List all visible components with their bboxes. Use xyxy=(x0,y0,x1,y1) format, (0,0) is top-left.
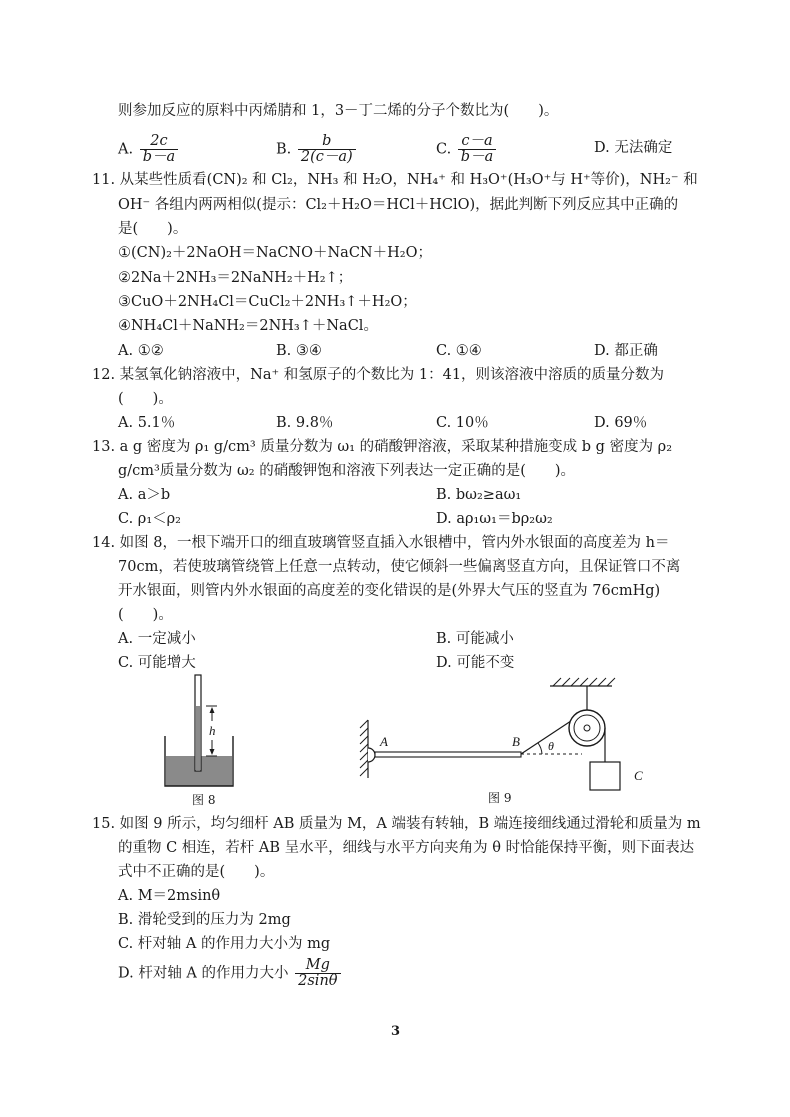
height-arrow-head-up xyxy=(210,707,215,713)
q14-option-a: A. 一定减小 xyxy=(118,631,196,647)
figure-9-caption: 图 9 xyxy=(488,791,512,805)
q11-reaction-4: ④NH₄Cl＋NaNH₂＝2NH₃↑＋NaCl。 xyxy=(118,318,378,334)
q14-option-b: B. 可能减小 xyxy=(436,631,514,647)
q12-stem-line-2: ( )。 xyxy=(118,391,173,407)
q13-option-c: C. ρ₁＜ρ₂ xyxy=(118,511,181,527)
q15-option-d xyxy=(118,958,343,989)
q11-reaction-3: ③CuO＋2NH₄Cl＝CuCl₂＋2NH₃↑＋H₂O； xyxy=(118,294,417,310)
q10-option-c xyxy=(436,134,498,165)
q10-option-a-fraction xyxy=(140,134,178,165)
q10-option-d: D. 无法确定 xyxy=(594,140,673,156)
height-label: h xyxy=(209,723,216,738)
q11-option-c: C. ①④ xyxy=(436,343,482,359)
q15-stem-line-3: 式中不正确的是( )。 xyxy=(118,864,275,880)
q11-option-b: B. ③④ xyxy=(276,343,322,359)
q14-option-d: D. 可能不变 xyxy=(436,655,515,671)
wall-hatching xyxy=(360,720,368,776)
figure-8-diagram xyxy=(155,672,255,792)
q14-stem-line-4: ( )。 xyxy=(118,607,173,623)
q10-option-b-fraction xyxy=(298,134,356,165)
hinge-a xyxy=(368,748,375,762)
q11-reaction-2: ②2Na＋2NH₃＝2NaNH₂＋H₂↑； xyxy=(118,270,353,286)
q10-c-numerator: c－a xyxy=(461,133,493,149)
q10-a-numerator: 2c xyxy=(150,133,168,149)
pulley-axle xyxy=(584,725,590,731)
q15-stem-line-1: 15. 如图 9 所示，均匀细杆 AB 质量为 M，A 端装有转轴，B 端连接细线通过滑轮和质量为 m xyxy=(92,816,701,832)
q10-a-denominator: b－a xyxy=(140,149,178,165)
q15-option-d-fraction xyxy=(295,958,340,989)
q11-option-d: D. 都正确 xyxy=(594,343,658,359)
label-b: B xyxy=(512,734,520,749)
q10-option-b-prefix: B. xyxy=(276,141,292,158)
q13-stem-line-1: 13. a g 密度为 ρ₁ g/cm³ 质量分数为 ω₁ 的硝酸钾溶液，采取某种措施变成 b g 密度为 ρ₂ xyxy=(92,439,673,455)
q11-stem-line-3: 是( )。 xyxy=(118,221,188,237)
angle-arc xyxy=(538,743,542,754)
q11-stem-line-2: OH⁻ 各组内两两相似(提示：Cl₂＋H₂O＝HCl＋HClO)，据此判断下列反应其中正确的 xyxy=(118,197,679,213)
q10-c-denominator: b－a xyxy=(458,149,496,165)
q15-option-a: A. M＝2msinθ xyxy=(118,888,221,904)
q15-d-numerator: Mg xyxy=(305,957,330,973)
mercury-column xyxy=(196,706,200,770)
q13-option-b: B. bω₂≥aω₁ xyxy=(436,487,522,503)
q13-stem-line-2: g/cm³质量分数为 ω₂ 的硝酸钾饱和溶液下列表达一定正确的是( )。 xyxy=(118,463,576,479)
q15-d-denominator: 2sinθ xyxy=(295,973,340,989)
q10-option-b xyxy=(276,134,358,165)
label-theta: θ xyxy=(548,739,554,753)
q14-stem-line-3: 开水银面，则管内外水银面的高度差的变化错误的是(外界大气压的竖直为 76cmHg) xyxy=(118,583,661,599)
q11-option-a: A. ①② xyxy=(118,343,164,359)
q10-stem: 则参加反应的原料中丙烯腈和 1，3－丁二烯的分子个数比为( )。 xyxy=(118,103,559,119)
q12-option-a: A. 5.1％ xyxy=(118,415,176,431)
height-arrow-head-down xyxy=(210,749,215,755)
q15-option-c: C. 杆对轴 A 的作用力大小为 mg xyxy=(118,936,331,952)
q14-option-c: C. 可能增大 xyxy=(118,655,196,671)
q12-option-d: D. 69％ xyxy=(594,415,648,431)
q11-reaction-1: ①(CN)₂＋2NaOH＝NaCNO＋NaCN＋H₂O； xyxy=(118,245,432,261)
q15-stem-line-2: 的重物 C 相连，若杆 AB 呈水平，细线与水平方向夹角为 θ 时恰能保持平衡，则下面表达 xyxy=(118,840,695,856)
q14-stem-line-1: 14. 如图 8，一根下端开口的细直玻璃管竖直插入水银槽中，管内外水银面的高度差为 h＝ xyxy=(92,535,670,551)
q10-option-a-prefix: A. xyxy=(118,141,134,158)
q10-option-a xyxy=(118,134,180,165)
q10-b-denominator: 2(c－a) xyxy=(298,149,356,165)
figure-9-diagram xyxy=(350,670,650,795)
q13-option-d: D. aρ₁ω₁＝bρ₂ω₂ xyxy=(436,511,553,527)
page-number: 3 xyxy=(391,1024,401,1039)
q10-b-numerator: b xyxy=(322,133,332,149)
rod-ab xyxy=(375,752,521,757)
ceiling-hatching xyxy=(553,678,615,686)
q15-option-d-text: D. 杆对轴 A 的作用力大小 xyxy=(118,965,289,982)
q13-option-a: A. a＞b xyxy=(118,487,171,503)
q15-option-b: B. 滑轮受到的压力为 2mg xyxy=(118,912,291,928)
q10-option-c-fraction xyxy=(458,134,496,165)
q12-stem-line-1: 12. 某氢氧化钠溶液中，Na⁺ 和氢原子的个数比为 1：41，则该溶液中溶质的质量分数为 xyxy=(92,367,665,383)
q12-option-b: B. 9.8％ xyxy=(276,415,334,431)
figure-8-caption: 图 8 xyxy=(192,793,216,807)
q12-option-c: C. 10％ xyxy=(436,415,489,431)
q10-option-c-prefix: C. xyxy=(436,141,452,158)
weight-c xyxy=(590,762,620,790)
q11-stem-line-1: 11. 从某些性质看(CN)₂ 和 Cl₂，NH₃ 和 H₂O，NH₄⁺ 和 H₃O⁺(H₃O⁺与 H⁺等价)，NH₂⁻ 和 xyxy=(92,172,698,188)
q14-stem-line-2: 70cm，若使玻璃管绕管上任意一点转动，使它倾斜一些偏离竖直方向，且保证管口不离 xyxy=(118,559,681,575)
label-a: A xyxy=(380,734,388,749)
label-c: C xyxy=(634,768,643,783)
